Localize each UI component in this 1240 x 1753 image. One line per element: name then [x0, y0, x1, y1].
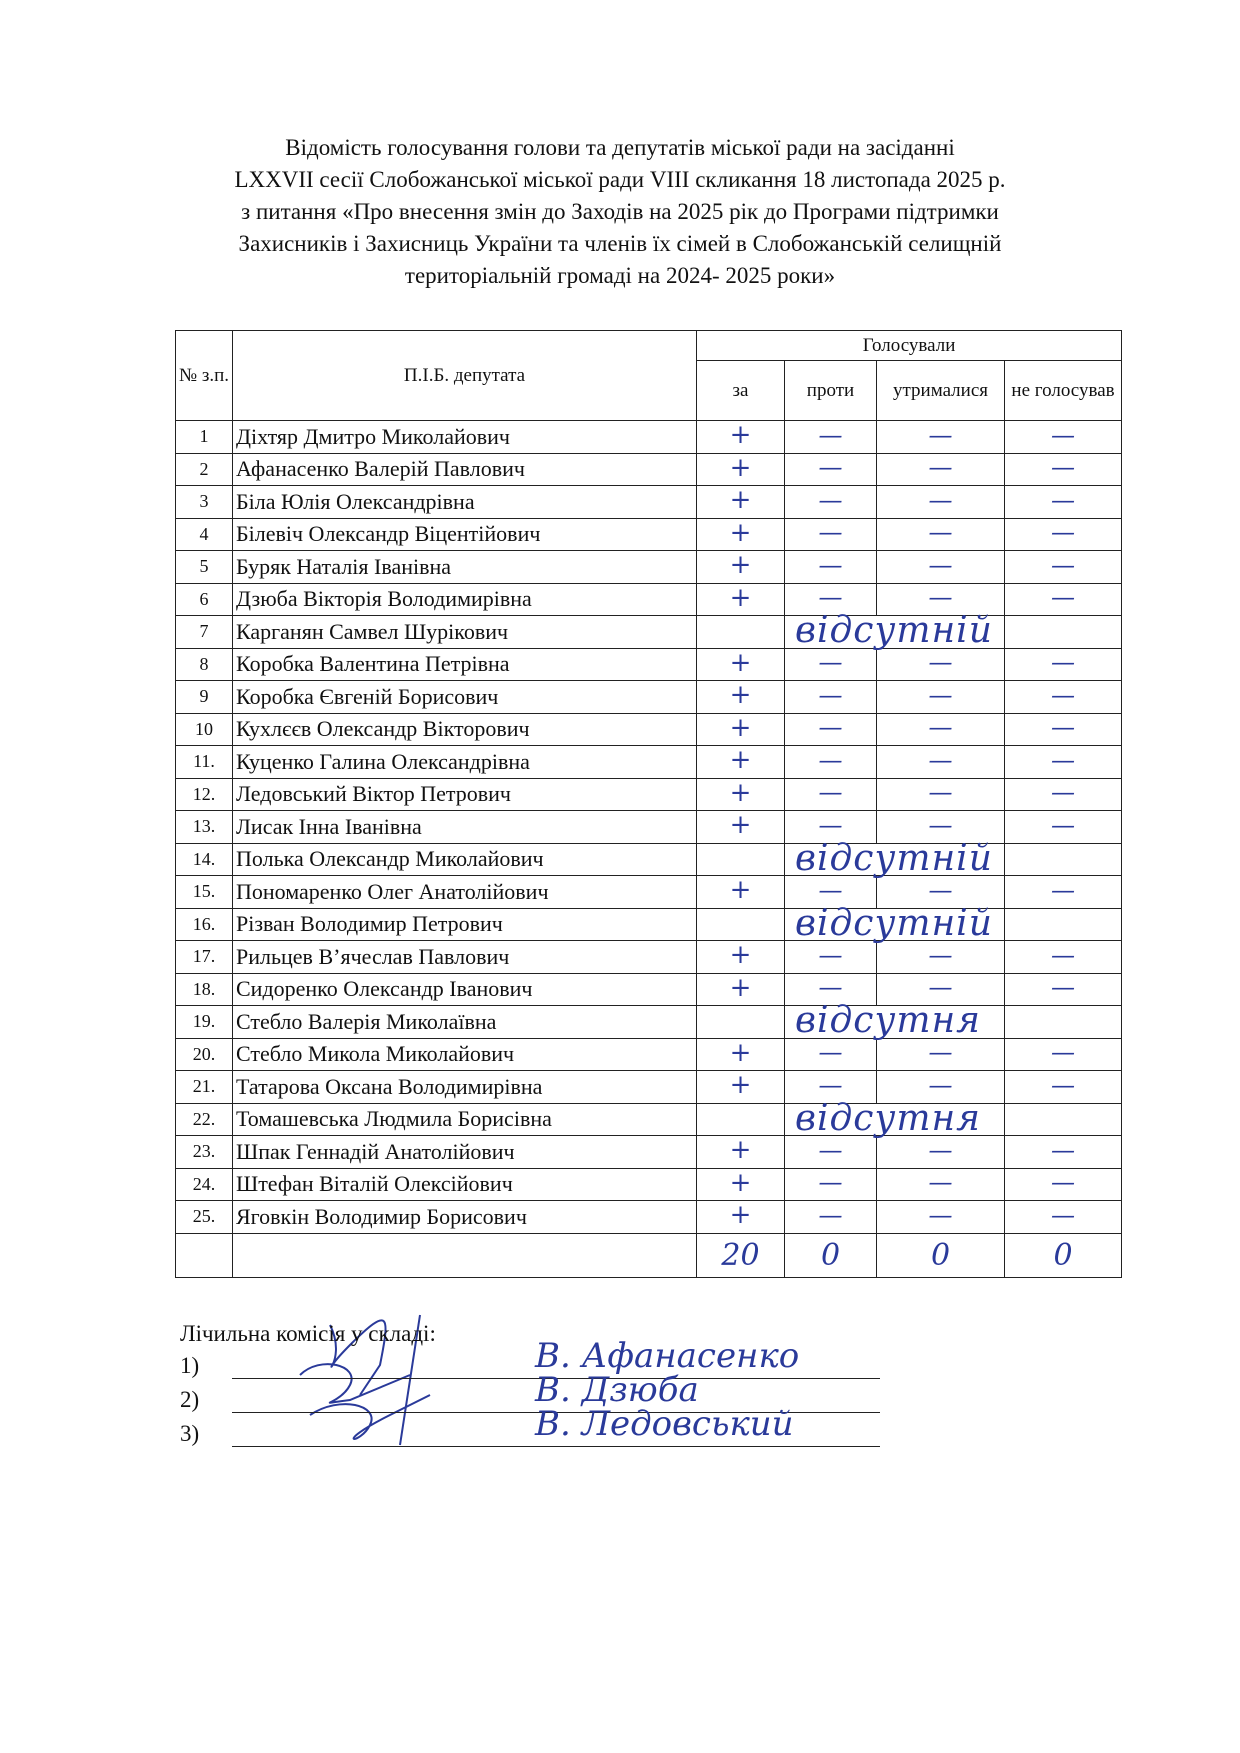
cell-against: —: [785, 1201, 877, 1234]
cell-abstained: —: [877, 778, 1005, 811]
member-number: 2): [180, 1387, 200, 1412]
cell-not-voted: —: [1005, 453, 1122, 486]
member-signature: В. Афанасенко: [535, 1336, 800, 1376]
deputy-name: Полька Олександр Миколайович: [233, 843, 697, 876]
row-number: 13.: [176, 811, 233, 844]
cell-for: +: [697, 421, 785, 454]
voting-table: [175, 330, 1122, 1278]
total-for: 20: [697, 1233, 785, 1277]
row-number: 20.: [176, 1038, 233, 1071]
cell-abstained: —: [877, 1071, 1005, 1104]
table-row: [176, 648, 1122, 681]
cell-for: +: [697, 486, 785, 519]
cell-against: —: [785, 681, 877, 714]
cell-against: —: [785, 713, 877, 746]
title-line-4: Захисників і Захисниць України та членів їх сімей в Слобожанській селищній: [238, 231, 1002, 256]
absent-note: відсутній: [785, 908, 1005, 941]
deputy-name: Стебло Валерія Миколаївна: [233, 1006, 697, 1039]
row-number: 9: [176, 681, 233, 714]
row-number: 24.: [176, 1168, 233, 1201]
signature-line: [232, 1446, 880, 1447]
deputy-name: Стебло Микола Миколайович: [233, 1038, 697, 1071]
cell-not-voted: —: [1005, 1136, 1122, 1169]
commission-member: [180, 1404, 880, 1452]
cell-against: —: [785, 1136, 877, 1169]
cell-abstained: —: [877, 1168, 1005, 1201]
table-row: [176, 1103, 1122, 1136]
deputy-name: Коробка Валентина Петрівна: [233, 648, 697, 681]
cell-for: +: [697, 583, 785, 616]
header-against: проти: [785, 361, 877, 421]
row-number: 6: [176, 583, 233, 616]
row-number: 1: [176, 421, 233, 454]
cell-for: +: [697, 746, 785, 779]
cell-abstained: —: [877, 486, 1005, 519]
cell-not-voted: —: [1005, 681, 1122, 714]
cell-not-voted: —: [1005, 421, 1122, 454]
cell-for: +: [697, 1038, 785, 1071]
cell-abstained: —: [877, 453, 1005, 486]
cell-for: +: [697, 778, 785, 811]
totals-empty-name: [233, 1233, 697, 1277]
row-number: 18.: [176, 973, 233, 1006]
cell-not-voted: —: [1005, 1071, 1122, 1104]
cell-for: +: [697, 876, 785, 909]
deputy-name: Сидоренко Олександр Іванович: [233, 973, 697, 1006]
deputy-name: Пономаренко Олег Анатолійович: [233, 876, 697, 909]
table-row: [176, 1201, 1122, 1234]
cell-not-voted: —: [1005, 1201, 1122, 1234]
title-line-1: Відомість голосування голови та депутатів міської ради на засіданні: [285, 135, 955, 160]
deputy-name: Татарова Оксана Володимирівна: [233, 1071, 697, 1104]
cell-abstained: —: [877, 973, 1005, 1006]
cell-not-voted: —: [1005, 973, 1122, 1006]
row-number: 5: [176, 551, 233, 584]
cell-not-voted: [1005, 908, 1122, 941]
cell-for: +: [697, 648, 785, 681]
cell-abstained: —: [877, 421, 1005, 454]
header-abstained: утрималися: [877, 361, 1005, 421]
counting-commission: [180, 1318, 880, 1452]
row-number: 4: [176, 518, 233, 551]
row-number: 8: [176, 648, 233, 681]
row-number: 7: [176, 616, 233, 649]
cell-for: +: [697, 973, 785, 1006]
deputy-name: Рильцев В’ячеслав Павлович: [233, 941, 697, 974]
deputy-name: Карганян Самвел Шурікович: [233, 616, 697, 649]
header-num: № з.п.: [176, 331, 233, 421]
table-row: [176, 453, 1122, 486]
table-row: [176, 681, 1122, 714]
table-row: [176, 616, 1122, 649]
cell-for: +: [697, 1136, 785, 1169]
cell-abstained: —: [877, 746, 1005, 779]
totals-row: [176, 1233, 1122, 1277]
commission-member: [180, 1336, 880, 1384]
cell-not-voted: —: [1005, 583, 1122, 616]
cell-not-voted: —: [1005, 1038, 1122, 1071]
cell-not-voted: —: [1005, 811, 1122, 844]
cell-not-voted: [1005, 616, 1122, 649]
row-number: 25.: [176, 1201, 233, 1234]
table-row: [176, 551, 1122, 584]
table-row: [176, 1136, 1122, 1169]
table-row: [176, 908, 1122, 941]
table-row: [176, 1168, 1122, 1201]
row-number: 3: [176, 486, 233, 519]
cell-not-voted: —: [1005, 941, 1122, 974]
cell-against: —: [785, 648, 877, 681]
cell-not-voted: [1005, 1006, 1122, 1039]
cell-not-voted: [1005, 1103, 1122, 1136]
cell-not-voted: —: [1005, 876, 1122, 909]
cell-for: +: [697, 518, 785, 551]
header-not-voted: не голосував: [1005, 361, 1122, 421]
row-number: 23.: [176, 1136, 233, 1169]
cell-not-voted: —: [1005, 1168, 1122, 1201]
table-row: [176, 713, 1122, 746]
document-title: [160, 132, 1080, 292]
header-voted-group: Голосували: [697, 331, 1122, 361]
row-number: 11.: [176, 746, 233, 779]
cell-against: —: [785, 1038, 877, 1071]
deputy-name: Біла Юлія Олександрівна: [233, 486, 697, 519]
cell-not-voted: —: [1005, 551, 1122, 584]
row-number: 15.: [176, 876, 233, 909]
cell-against: —: [785, 583, 877, 616]
cell-for: +: [697, 941, 785, 974]
cell-abstained: —: [877, 811, 1005, 844]
member-number: 1): [180, 1353, 200, 1378]
deputy-name: Яговкін Володимир Борисович: [233, 1201, 697, 1234]
table-body: [176, 421, 1122, 1234]
cell-for: [697, 616, 785, 649]
cell-for: [697, 1006, 785, 1039]
cell-abstained: —: [877, 1038, 1005, 1071]
cell-against: —: [785, 973, 877, 1006]
deputy-name: Афанасенко Валерій Павлович: [233, 453, 697, 486]
row-number: 12.: [176, 778, 233, 811]
cell-against: —: [785, 941, 877, 974]
cell-against: —: [785, 811, 877, 844]
deputy-name: Буряк Наталія Іванівна: [233, 551, 697, 584]
row-number: 14.: [176, 843, 233, 876]
row-number: 21.: [176, 1071, 233, 1104]
title-line-2: LXXVII сесії Слобожанської міської ради VIII скликання 18 листопада 2025 р.: [234, 167, 1006, 192]
total-abstained: 0: [877, 1233, 1005, 1277]
total-not-voted: 0: [1005, 1233, 1122, 1277]
cell-abstained: —: [877, 681, 1005, 714]
cell-abstained: —: [877, 713, 1005, 746]
cell-not-voted: —: [1005, 486, 1122, 519]
title-line-3: з питання «Про внесення змін до Заходів на 2025 рік до Програми підтримки: [241, 199, 999, 224]
row-number: 2: [176, 453, 233, 486]
cell-for: +: [697, 1071, 785, 1104]
absent-note: відсутній: [785, 843, 1005, 876]
table-row: [176, 518, 1122, 551]
row-number: 16.: [176, 908, 233, 941]
cell-for: [697, 843, 785, 876]
member-signature: В. Дзюба: [535, 1370, 699, 1410]
cell-for: +: [697, 551, 785, 584]
cell-not-voted: [1005, 843, 1122, 876]
cell-against: —: [785, 421, 877, 454]
header-name: П.І.Б. депутата: [233, 331, 697, 421]
cell-against: —: [785, 1168, 877, 1201]
cell-abstained: —: [877, 583, 1005, 616]
cell-against: —: [785, 876, 877, 909]
absent-note: відсутній: [785, 616, 1005, 649]
member-number: 3): [180, 1421, 200, 1446]
cell-for: +: [697, 681, 785, 714]
table-row: [176, 421, 1122, 454]
deputy-name: Різван Володимир Петрович: [233, 908, 697, 941]
cell-for: +: [697, 453, 785, 486]
deputy-name: Дзюба Вікторія Володимирівна: [233, 583, 697, 616]
deputy-name: Шпак Геннадій Анатолійович: [233, 1136, 697, 1169]
cell-against: —: [785, 551, 877, 584]
totals-empty-num: [176, 1233, 233, 1277]
table-row: [176, 843, 1122, 876]
cell-against: —: [785, 1071, 877, 1104]
cell-against: —: [785, 518, 877, 551]
cell-not-voted: —: [1005, 746, 1122, 779]
cell-abstained: —: [877, 941, 1005, 974]
total-against: 0: [785, 1233, 877, 1277]
cell-for: +: [697, 713, 785, 746]
table-row: [176, 486, 1122, 519]
absent-note: відсутня: [785, 1103, 1005, 1136]
cell-abstained: —: [877, 551, 1005, 584]
deputy-name: Лисак Інна Іванівна: [233, 811, 697, 844]
row-number: 17.: [176, 941, 233, 974]
cell-not-voted: —: [1005, 778, 1122, 811]
deputy-name: Коробка Євгеній Борисович: [233, 681, 697, 714]
cell-for: +: [697, 811, 785, 844]
deputy-name: Куценко Галина Олександрівна: [233, 746, 697, 779]
cell-abstained: —: [877, 876, 1005, 909]
row-number: 10: [176, 713, 233, 746]
cell-against: —: [785, 746, 877, 779]
header-for: за: [697, 361, 785, 421]
absent-note: відсутня: [785, 1006, 1005, 1039]
cell-not-voted: —: [1005, 648, 1122, 681]
cell-not-voted: —: [1005, 518, 1122, 551]
row-number: 22.: [176, 1103, 233, 1136]
table-row: [176, 746, 1122, 779]
cell-against: —: [785, 453, 877, 486]
title-line-5: територіальній громаді на 2024- 2025 роки»: [404, 263, 836, 288]
cell-against: —: [785, 778, 877, 811]
deputy-name: Томашевська Людмила Борисівна: [233, 1103, 697, 1136]
commission-title: Лічильна комісія у складі:: [180, 1321, 436, 1346]
cell-for: +: [697, 1168, 785, 1201]
cell-abstained: —: [877, 648, 1005, 681]
cell-abstained: —: [877, 518, 1005, 551]
deputy-name: Білевіч Олександр Віцентійович: [233, 518, 697, 551]
cell-not-voted: —: [1005, 713, 1122, 746]
table-row: [176, 1038, 1122, 1071]
row-number: 19.: [176, 1006, 233, 1039]
deputy-name: Ледовський Віктор Петрович: [233, 778, 697, 811]
cell-abstained: —: [877, 1201, 1005, 1234]
member-signature: В. Ледовський: [535, 1404, 794, 1444]
deputy-name: Штефан Віталій Олексійович: [233, 1168, 697, 1201]
cell-for: [697, 908, 785, 941]
cell-against: —: [785, 486, 877, 519]
table-row: [176, 778, 1122, 811]
cell-for: +: [697, 1201, 785, 1234]
table-row: [176, 1006, 1122, 1039]
deputy-name: Кухлєєв Олександр Вікторович: [233, 713, 697, 746]
cell-for: [697, 1103, 785, 1136]
cell-abstained: —: [877, 1136, 1005, 1169]
deputy-name: Діхтяр Дмитро Миколайович: [233, 421, 697, 454]
table-row: [176, 941, 1122, 974]
